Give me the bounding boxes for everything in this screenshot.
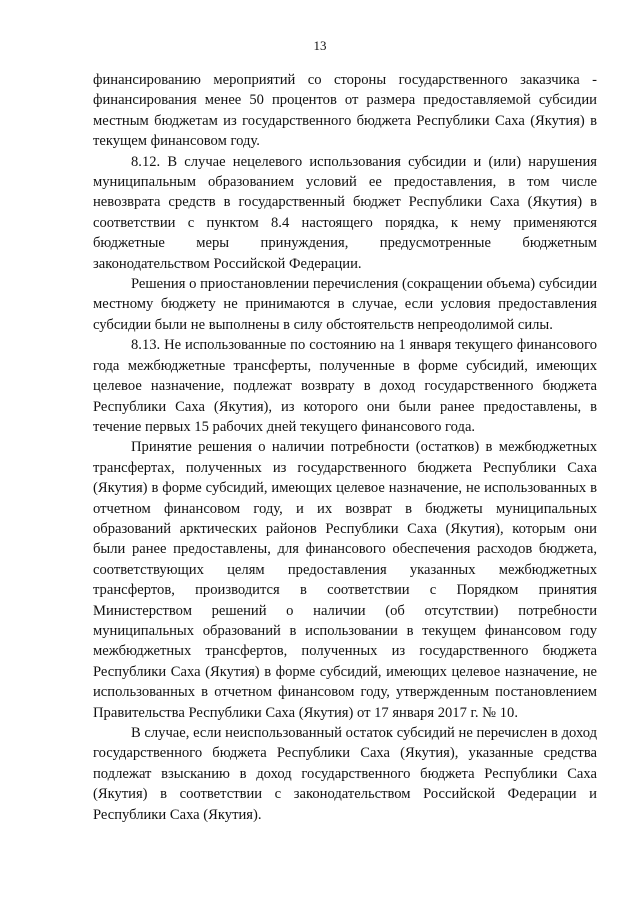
paragraph: финансированию мероприятий со стороны государственного заказчика - финансирования менее 50 процентов от размера предоставляемой субсидии местным бюджетам из государственного бюджета Республики Саха (Якутия) в текущем финансовом году. — [93, 72, 597, 150]
paragraph: Решения о приостановлении перечисления (сокращении объема) субсидии местному бюджету не принимаются в случае, если условия предоставления субсидии были не выполнены в силу обстоятельств непреодолимой силы. — [93, 276, 597, 333]
paragraph: 8.12. В случае нецелевого использования субсидии и (или) нарушения муниципальным образованием условий ее предоставления, в том числе невозврата средств в государственный бюджет Республики Саха (Якутия) в соответствии с пунктом 8.4 настоящего порядка, к нему применяются бюджетные меры принуждения, предусмотренные бюджетным законодательством Российской Федерации. — [93, 153, 597, 272]
paragraph: В случае, если неиспользованный остаток субсидий не перечислен в доход государственного бюджета Республики Саха (Якутия), указанные средства подлежат взысканию в доход государственного бюджета Республики Саха (Якутия) в соответствии с законодательством Российской Федерации и Республики Саха (Якутия). — [93, 725, 597, 823]
paragraph: 8.13. Не использованные по состоянию на 1 января текущего финансового года межбюджетные трансферты, полученные в форме субсидий, имеющих целевое назначение, подлежат возврату в доход государственного бюджета Республики Саха (Якутия), из которого они были ранее предоставлены, в течение первых 15 рабочих дней текущего финансового года. — [93, 337, 597, 435]
paragraph: Принятие решения о наличии потребности (остатков) в межбюджетных трансфертах, полученных из государственного бюджета Республики Саха (Якутия) в форме субсидий, имеющих целевое назначение, не использованных в отчетном финансовом году, и их возврат в бюджеты муниципальных образований арктических районов Республики Саха (Якутия), которым они были ранее предоставлены, для финансового обеспечения расходов бюджета, соответствующих целям предоставления указанных межбюджетных трансфертов, производится в соответствии с Порядком принятия Министерством решений о наличии (об отсутствии) потребности муниципальных образований в использовании в текущем финансовом году межбюджетных трансфертов, полученных из государственного бюджета Республики Саха (Якутия) в форме субсидий, имеющих целевое назначение, не использованных в отчетном финансовом году, утвержденным постановлением Правительства Республики Саха (Якутия) от 17 января 2017 г. № 10. — [93, 439, 597, 721]
document-body — [93, 70, 597, 825]
page-number: 13 — [313, 38, 327, 53]
